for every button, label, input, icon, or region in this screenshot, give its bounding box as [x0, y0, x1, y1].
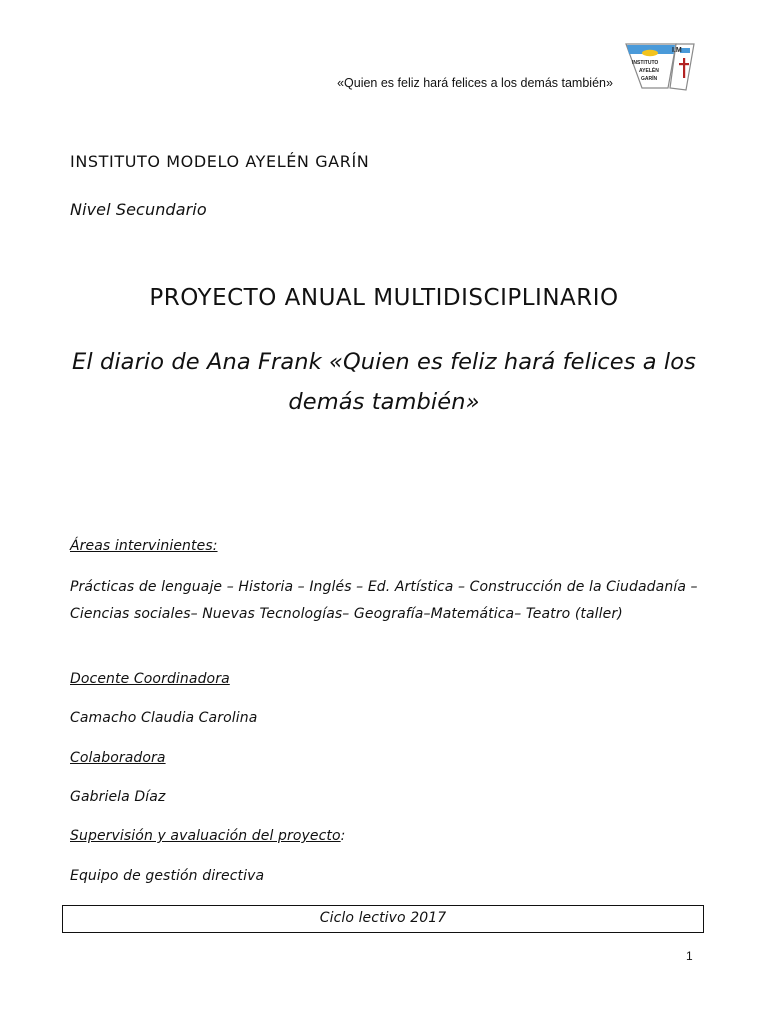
institute-name: INSTITUTO MODELO AYELÉN GARÍN — [70, 152, 370, 171]
project-title: PROYECTO ANUAL MULTIDISCIPLINARIO — [149, 285, 619, 311]
supervision-heading-line — [70, 828, 710, 844]
areas-heading: Áreas intervinientes: — [70, 538, 218, 554]
supervision-colon: : — [340, 828, 346, 844]
areas-list: Prácticas de lenguaje – Historia – Inglés – Ed. Artística – Construcción de la Ciudadanía – Ciencias sociales– Nuevas Tecnologías– Geografía–Matemática– Teatro (taller) — [70, 579, 698, 622]
page-number: 1 — [686, 949, 693, 963]
collaborator-heading: Colaboradora — [70, 750, 166, 766]
collaborator-name: Gabriela Díaz — [70, 789, 166, 805]
logo-line-2: AYELÉN — [639, 68, 659, 74]
project-subtitle: El diario de Ana Frank «Quien es feliz hará felices a los demás también» — [72, 349, 696, 415]
logo-corner-text: I.M — [672, 47, 682, 54]
education-level: Nivel Secundario — [70, 200, 207, 219]
header-quote: «Quien es feliz hará felices a los demás también» — [337, 76, 613, 90]
logo-line-3: GARÍN — [641, 76, 658, 82]
supervision-heading: Supervisión y avaluación del proyecto — [70, 828, 341, 844]
supervision-team: Equipo de gestión directiva — [70, 868, 265, 884]
coordinator-name: Camacho Claudia Carolina — [70, 710, 258, 726]
coordinator-heading: Docente Coordinadora — [70, 671, 230, 687]
school-year-box: Ciclo lectivo 2017 — [62, 905, 704, 933]
school-shield-logo — [624, 40, 696, 92]
logo-line-1: INSTITUTO — [632, 60, 659, 66]
